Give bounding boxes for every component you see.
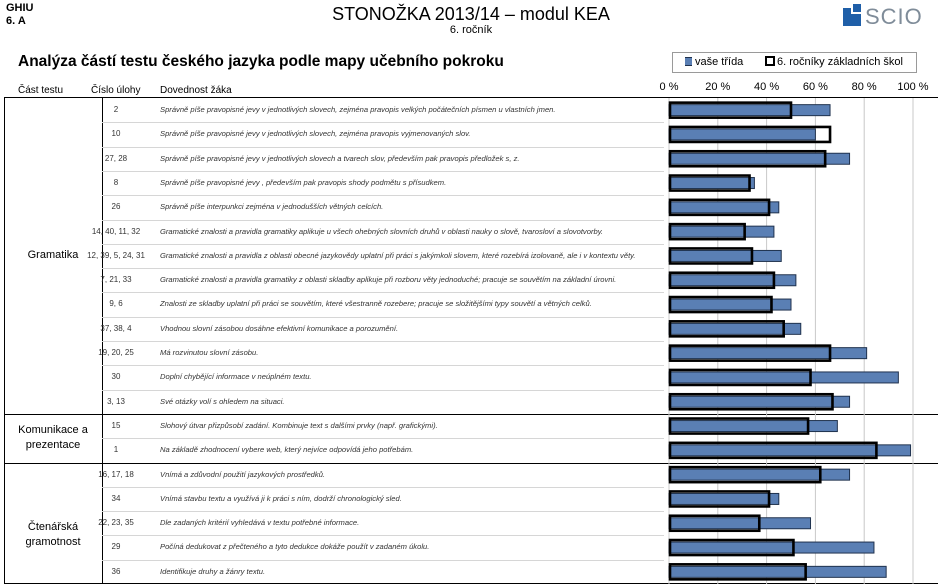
- ref-swatch-icon: [765, 56, 775, 66]
- x-tick-label: 40 %: [754, 81, 780, 93]
- skill-description: Má rozvinutou slovní zásobu.: [160, 348, 259, 357]
- task-number: 36: [111, 566, 121, 576]
- class-bar: [669, 566, 886, 577]
- column-header-skill: Dovednost žáka: [160, 85, 232, 96]
- task-number: 30: [111, 372, 121, 382]
- row-divider: [102, 365, 664, 366]
- class-bar: [669, 250, 781, 261]
- class-bar: [669, 372, 898, 383]
- skill-description: Správně píše pravopisné jevy , především pak pravopis shody podmětu s přísudkem.: [160, 177, 447, 187]
- skill-description: Na základě zhodnocení vybere web, který nejvíce odpovídá jeho potřebám.: [160, 445, 414, 455]
- x-tick-label: 20 %: [705, 81, 731, 93]
- group-label: Čtenářská gramotnost: [25, 521, 81, 549]
- skill-description: Správně píše pravopisné jevy v jednotlivých slovech a tvarech slov, především pak pravopis předložek s, z.: [160, 153, 520, 163]
- task-number: 29: [111, 542, 121, 552]
- skill-description: Vnímá a zdůvodní použití jazykových prostředků.: [160, 469, 326, 479]
- results-bar-chart: [664, 98, 938, 584]
- chart-heading: Analýza částí testu českého jazyka podle mapy učebního pokroku: [18, 53, 504, 70]
- x-tick-label: 80 %: [851, 81, 877, 93]
- task-number: 12, 39, 5, 24, 31: [87, 250, 145, 260]
- row-divider: [102, 195, 664, 196]
- class-name: 6. A: [6, 15, 26, 27]
- task-number: 26: [111, 202, 121, 212]
- class-bar: [669, 323, 801, 334]
- task-number: 34: [111, 493, 121, 503]
- task-number: 15: [111, 420, 121, 430]
- legend-item-ref: [765, 53, 903, 72]
- row-divider: [102, 511, 664, 512]
- skill-description: Dle zadaných kritérií vyhledává v textu potřebné informace.: [160, 518, 360, 528]
- row-divider: [102, 390, 664, 391]
- class-bar: [669, 129, 815, 140]
- class-bar: [669, 348, 867, 359]
- skill-description: Správně píše pravopisné jevy v jednotlivých slovech, zejména pravopis velkých počátečních písmen u vlastních jmen.: [160, 105, 556, 114]
- skill-description: Doplní chybějící informace v neúplném textu.: [160, 372, 312, 382]
- row-divider: [102, 535, 664, 536]
- class-bar: [669, 202, 779, 213]
- logo-mark-icon: [843, 8, 861, 26]
- group-label: Gramatika: [27, 249, 79, 262]
- row-divider: [102, 244, 664, 245]
- class-bar: [669, 226, 774, 237]
- table-left-border: [4, 98, 5, 584]
- class-bar: [669, 105, 830, 116]
- skill-description: Své otázky volí s ohledem na situaci.: [160, 396, 285, 406]
- task-number: 2: [113, 105, 119, 114]
- row-divider: [102, 487, 664, 488]
- task-number: 7, 21, 33: [100, 275, 132, 285]
- legend-item-class: [685, 53, 743, 72]
- task-number: 22, 23, 35: [98, 518, 134, 528]
- task-number: 1: [113, 445, 119, 455]
- class-bar: [669, 421, 837, 432]
- skill-description: Vnímá stavbu textu a využívá ji k práci s ním, dodrží chronologický sled.: [160, 493, 402, 503]
- skill-description: Gramatické znalosti a pravidla z oblasti obecné jazykovědy uplatní při práci s jakýmkoli slovem, které rozebírá izolovaně, ale i v kontextu věty.: [160, 250, 636, 260]
- row-divider: [102, 438, 664, 439]
- row-divider: [102, 292, 664, 293]
- school-code: GHIU: [6, 2, 34, 14]
- skill-description: Správně píše pravopisné jevy v jednotlivých slovech, zejména pravopis vyjmenovaných slov.: [160, 129, 471, 139]
- skill-description: Gramatické znalosti a pravidla gramatiky aplikuje u všech ohebných slovních druhů v oblasti nauky o slově, tvarosloví a slovotvorby.: [160, 226, 604, 236]
- class-bar: [669, 153, 850, 164]
- column-header-part: Část testu: [18, 85, 64, 96]
- chart-legend: [672, 52, 917, 73]
- class-bar: [669, 493, 779, 504]
- column-header-number: Číslo úlohy: [91, 85, 141, 96]
- skill-description: Počíná dedukovat z přečteného a tyto dedukce dokáže použít v zadaném úkolu.: [160, 542, 430, 552]
- task-number: 10: [111, 129, 121, 139]
- class-bar: [669, 469, 850, 480]
- legend-label-class: vaše třída: [695, 56, 744, 68]
- skill-description: Identifikuje druhy a žánry textu.: [160, 566, 266, 576]
- skill-description: Vhodnou slovní zásobou dosáhne efektivní komunikace a porozumění.: [160, 323, 399, 333]
- task-number: 19, 20, 25: [98, 348, 134, 357]
- row-divider: [102, 147, 664, 148]
- x-tick-label: 0 %: [659, 81, 679, 93]
- skill-description: Slohový útvar přizpůsobí zadání. Kombinuje text s dalšími prvky (např. grafickými).: [160, 420, 438, 430]
- scio-logo: [843, 4, 935, 30]
- class-bar: [669, 445, 911, 456]
- task-number: 37, 38, 4: [100, 323, 132, 333]
- task-number: 16, 17, 18: [98, 469, 134, 479]
- task-number: 27, 28: [104, 153, 128, 163]
- task-number: 3, 13: [107, 396, 125, 406]
- row-divider: [102, 171, 664, 172]
- skill-description: Gramatické znalosti a pravidla gramatiky z oblasti skladby aplikuje při rozboru věty jednoduché; pracuje se souvětím na základní úrovni.: [160, 275, 617, 285]
- task-number: 8: [113, 177, 119, 187]
- logo-text: SCIO: [865, 4, 923, 29]
- report-title: STONOŽKA 2013/14 – modul KEA: [332, 4, 610, 24]
- skill-description: Správně píše interpunkci zejména v jednodušších větných celcích.: [160, 202, 384, 212]
- class-bar: [669, 518, 811, 529]
- task-number: 9, 6: [109, 299, 123, 309]
- group-label: Komunikace a prezentace: [18, 424, 88, 452]
- class-swatch-icon: [685, 57, 692, 66]
- row-divider: [102, 268, 664, 269]
- row-divider: [102, 341, 664, 342]
- row-divider: [102, 317, 664, 318]
- row-divider: [102, 560, 664, 561]
- skill-description: Znalosti ze skladby uplatní při práci se souvětím, které všestranně rozebere; pracuje se složitějšími typy souvětí a větných celků.: [160, 299, 592, 309]
- legend-label-ref: 6. ročníky základních škol: [777, 56, 903, 68]
- x-tick-label: 100 %: [897, 81, 929, 93]
- row-divider: [102, 122, 664, 123]
- class-bar: [669, 396, 850, 407]
- x-tick-label: 60 %: [802, 81, 828, 93]
- class-bar: [669, 542, 874, 553]
- row-divider: [102, 220, 664, 221]
- class-bar: [669, 178, 754, 189]
- class-bar: [669, 275, 796, 286]
- report-subtitle: 6. ročník: [449, 24, 493, 36]
- task-number: 14, 40, 11, 32: [91, 226, 141, 236]
